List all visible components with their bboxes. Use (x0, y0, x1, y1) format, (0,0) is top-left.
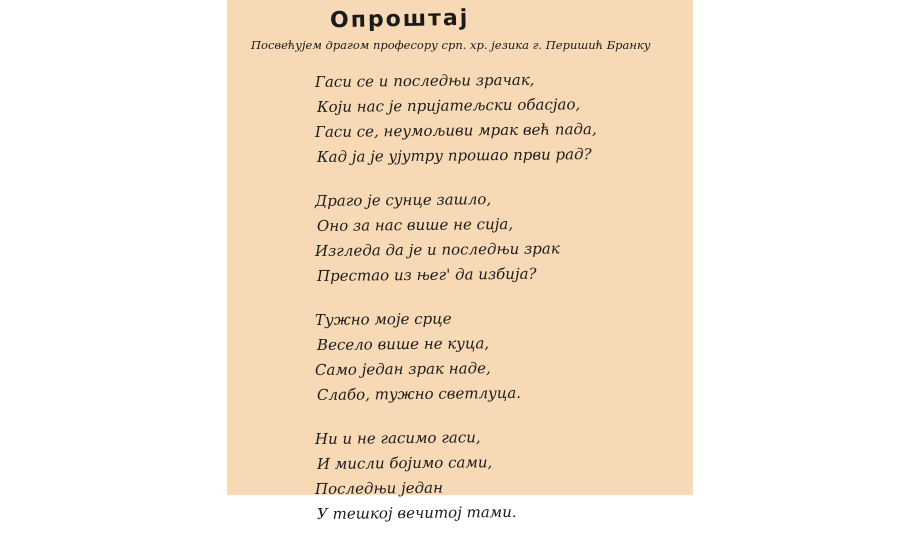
handwritten-page (227, 0, 693, 523)
poem-line: Весело више не куца, (316, 334, 490, 354)
poem-line: Слабо, тужно светлуца. (316, 383, 522, 404)
poem-line: Само један зрак наде, (314, 359, 491, 379)
poem-line: Драго је сунце зашло, (314, 190, 492, 210)
poem-line: Који нас је пријатељски обасјао, (316, 95, 581, 116)
poem-title: Опроштај (329, 5, 470, 34)
poem-line: Гаси се, неумољиви мрак већ пада, (314, 120, 597, 141)
poem-body (315, 70, 675, 546)
poem-line: Тужно моје срце (314, 309, 452, 329)
poem-line: И мисли бојимо сами, (316, 453, 493, 473)
poem-line: Ни и не гасимо гаси, (314, 428, 481, 448)
poem-line: Кад ја је ујутру прошао први рад? (316, 145, 592, 166)
poem-line: Гаси се и последњи зрачак, (314, 70, 535, 91)
stanza-3 (315, 308, 675, 408)
stanza-1 (315, 70, 675, 170)
dedication-line: Посвећујем драгом професору срп. хр. језика г. Перишић Бранку (251, 38, 651, 52)
poem-line: Изгледа да је и последњи зрак (314, 239, 560, 260)
stanza-2 (315, 189, 675, 289)
poem-line: У тешкој вечитој тами. (316, 502, 517, 523)
stanza-4 (315, 427, 675, 527)
poem-line: Последњи један (314, 478, 443, 498)
poem-line: Оно за нас више не сија, (316, 214, 514, 235)
poem-line: Престао из њег' да избија? (316, 264, 537, 285)
